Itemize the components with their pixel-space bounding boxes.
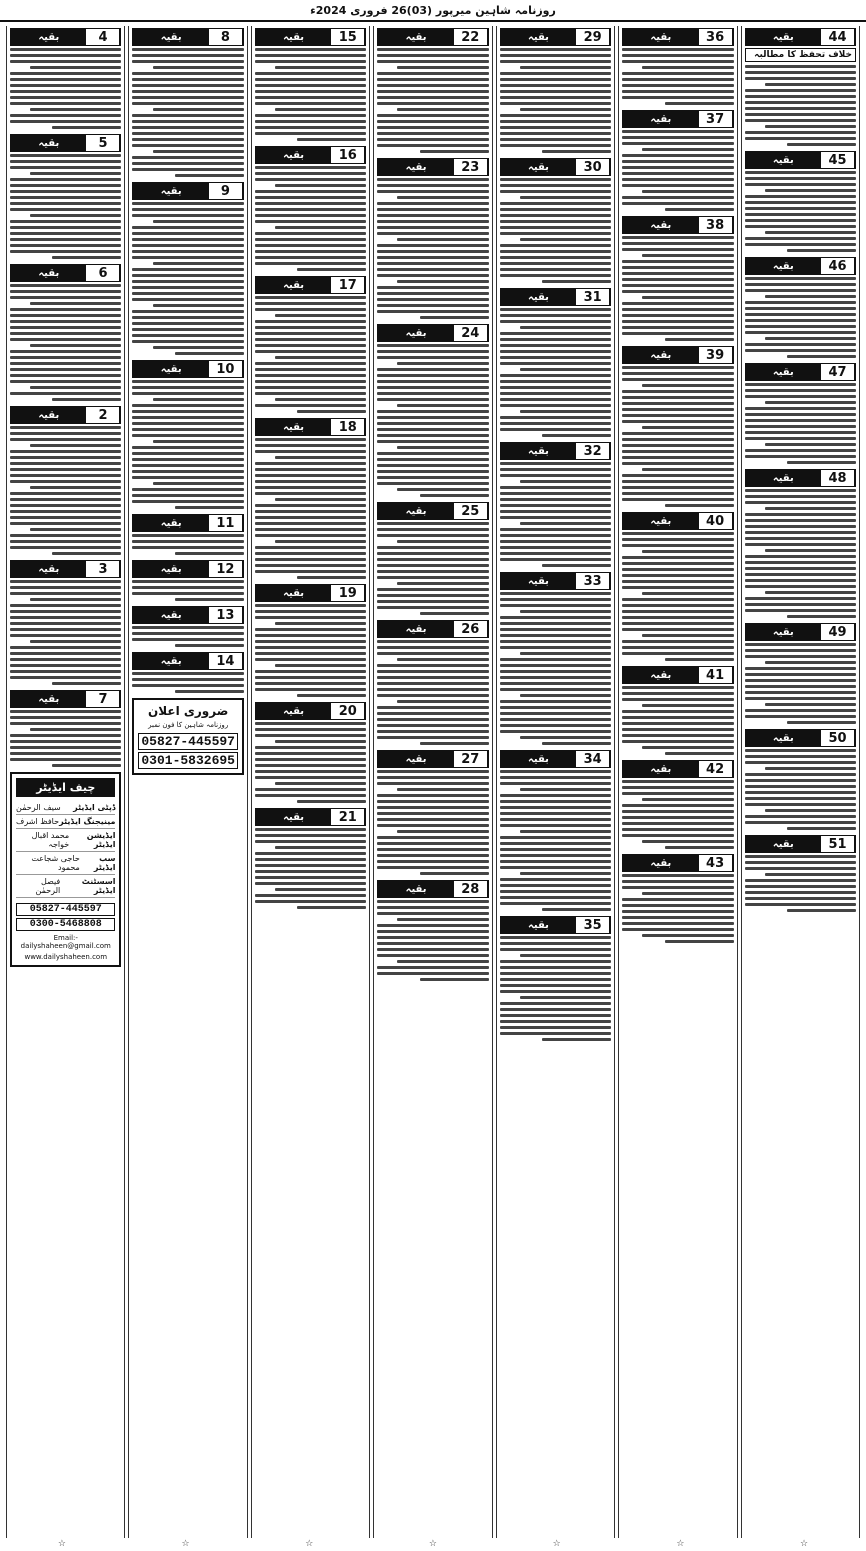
continuation-number: 47 [821, 364, 855, 380]
continuation-header [377, 750, 488, 768]
continuation-number: 18 [331, 419, 365, 435]
continuation-number: 35 [576, 917, 610, 933]
continuation-header [745, 835, 856, 853]
article-text [255, 166, 366, 271]
article-text [745, 383, 856, 464]
continuation-header [255, 418, 366, 436]
continuation-number: 51 [821, 836, 855, 852]
article-continuation [500, 572, 611, 745]
continuation-number: 17 [331, 277, 365, 293]
article-continuation [745, 151, 856, 252]
continuation-label: بقیہ [623, 855, 698, 871]
continuation-number: 30 [576, 159, 610, 175]
article-continuation [255, 276, 366, 413]
continuation-number: 44 [821, 29, 855, 45]
staff-name: حافظ اشرف [16, 817, 60, 826]
continuation-label: بقیہ [133, 29, 208, 45]
article-text [377, 48, 488, 153]
article-continuation [132, 606, 243, 647]
continuation-header [745, 469, 856, 487]
continuation-header [745, 729, 856, 747]
continuation-label: بقیہ [256, 29, 331, 45]
article-continuation [132, 514, 243, 555]
continuation-number: 22 [454, 29, 488, 45]
continuation-header [622, 346, 733, 364]
continuation-header [745, 257, 856, 275]
article-text [10, 426, 121, 555]
continuation-header [132, 182, 243, 200]
article-continuation [255, 28, 366, 141]
continuation-number: 9 [209, 183, 243, 199]
column-5 [251, 26, 370, 1538]
article-continuation [10, 690, 121, 767]
article-text [622, 780, 733, 849]
continuation-number: 2 [86, 407, 120, 423]
continuation-label: بقیہ [133, 183, 208, 199]
article-continuation [377, 158, 488, 319]
article-continuation [377, 750, 488, 875]
staff-row [16, 875, 115, 898]
continuation-label: بقیہ [623, 347, 698, 363]
article-text [622, 532, 733, 661]
article-text [377, 522, 488, 615]
continuation-number: 41 [699, 667, 733, 683]
continuation-header [500, 288, 611, 306]
continuation-number: 34 [576, 751, 610, 767]
continuation-label: بقیہ [378, 159, 453, 175]
continuation-number: 48 [821, 470, 855, 486]
article-continuation [255, 584, 366, 697]
article-continuation [10, 134, 121, 259]
masthead [0, 0, 866, 22]
continuation-number: 10 [209, 361, 243, 377]
continuation-header [377, 502, 488, 520]
contact-website: www.dailyshaheen.com [24, 953, 108, 961]
article-text [255, 722, 366, 803]
continuation-header [622, 512, 733, 530]
article-continuation [132, 560, 243, 601]
article-text [10, 154, 121, 259]
article-text [745, 277, 856, 358]
staff-role: اسسٹنٹ ایڈیٹر [81, 877, 116, 895]
article-continuation [377, 324, 488, 497]
continuation-label: بقیہ [746, 258, 821, 274]
article-continuation [132, 360, 243, 509]
continuation-header [255, 584, 366, 602]
continuation-number: 4 [86, 29, 120, 45]
continuation-number: 37 [699, 111, 733, 127]
article-text [500, 48, 611, 153]
column-1 [741, 26, 860, 1538]
continuation-header [500, 442, 611, 460]
continuation-label: بقیہ [378, 503, 453, 519]
column-4 [373, 26, 492, 1538]
continuation-label: بقیہ [623, 217, 698, 233]
article-text [622, 130, 733, 211]
staff-name: حاجی شجاعت محمود [31, 854, 80, 872]
article-text [132, 380, 243, 509]
article-text [622, 686, 733, 755]
article-continuation [622, 346, 733, 507]
article-continuation [622, 110, 733, 211]
article-text [255, 438, 366, 579]
article-continuation [10, 560, 121, 685]
continuation-label: بقیہ [133, 653, 208, 669]
article-continuation [622, 760, 733, 849]
contact-email: Email:-dailyshaheen@gmail.com [20, 934, 111, 950]
article-continuation [500, 442, 611, 567]
article-text [10, 284, 121, 401]
continuation-number: 32 [576, 443, 610, 459]
continuation-label: بقیہ [11, 691, 86, 707]
important-notice [132, 698, 243, 775]
continuation-header [132, 560, 243, 578]
continuation-label: بقیہ [501, 917, 576, 933]
article-text [132, 48, 243, 177]
continuation-header [377, 158, 488, 176]
article-text [255, 48, 366, 141]
article-text [255, 296, 366, 413]
continuation-number: 15 [331, 29, 365, 45]
continuation-number: 26 [454, 621, 488, 637]
continuation-header [377, 28, 488, 46]
continuation-label: بقیہ [623, 29, 698, 45]
article-text [377, 344, 488, 497]
newspaper-page [6, 26, 860, 1538]
continuation-number: 14 [209, 653, 243, 669]
contact-info [16, 903, 115, 961]
continuation-number: 25 [454, 503, 488, 519]
article-text [132, 626, 243, 647]
article-text [132, 534, 243, 555]
staff-row [16, 815, 115, 829]
staff-role: مینیجنگ ایڈیٹر [59, 817, 116, 826]
continuation-header [745, 363, 856, 381]
continuation-number: 11 [209, 515, 243, 531]
continuation-number: 6 [86, 265, 120, 281]
continuation-header [622, 216, 733, 234]
staff-name: فیصل الرحمٰن [35, 877, 61, 895]
continuation-number: 38 [699, 217, 733, 233]
continuation-header [10, 406, 121, 424]
staff-role: ڈپٹی ایڈیٹر [73, 803, 116, 812]
article-continuation [622, 512, 733, 661]
continuation-label: بقیہ [133, 515, 208, 531]
article-continuation [255, 702, 366, 803]
continuation-header [255, 146, 366, 164]
continuation-header [10, 134, 121, 152]
article-text [500, 462, 611, 567]
continuation-label: بقیہ [133, 561, 208, 577]
article-text [10, 710, 121, 767]
article-text [377, 770, 488, 875]
article-continuation [500, 750, 611, 911]
chief-editor-label: چیف ایڈیٹر [16, 778, 115, 797]
continuation-number: 45 [821, 152, 855, 168]
continuation-number: 36 [699, 29, 733, 45]
staff-name: محمد اقبال خواجہ [31, 831, 70, 849]
continuation-label: بقیہ [378, 621, 453, 637]
article-text [255, 828, 366, 909]
continuation-header [622, 760, 733, 778]
continuation-label: بقیہ [623, 761, 698, 777]
article-continuation [132, 652, 243, 693]
article-text [745, 643, 856, 724]
article-text [745, 489, 856, 618]
article-continuation [745, 835, 856, 912]
continuation-number: 16 [331, 147, 365, 163]
continuation-number: 19 [331, 585, 365, 601]
article-continuation [622, 854, 733, 943]
article-continuation [377, 28, 488, 153]
article-headline: خلاف تحفظ کا مطالبہ [745, 48, 856, 62]
article-text [745, 171, 856, 252]
continuation-number: 39 [699, 347, 733, 363]
continuation-header [377, 880, 488, 898]
continuation-label: بقیہ [746, 836, 821, 852]
continuation-label: بقیہ [746, 624, 821, 640]
article-text [745, 749, 856, 830]
article-text [132, 202, 243, 355]
continuation-header [377, 324, 488, 342]
continuation-number: 42 [699, 761, 733, 777]
article-text [377, 178, 488, 319]
continuation-number: 27 [454, 751, 488, 767]
continuation-label: بقیہ [256, 809, 331, 825]
dateline: روزنامہ شاہین میرپور (03)26 فروری 2024ء [310, 3, 556, 17]
continuation-label: بقیہ [133, 607, 208, 623]
staff-row [16, 801, 115, 815]
article-continuation [132, 182, 243, 355]
continuation-label: بقیہ [623, 513, 698, 529]
article-text [500, 308, 611, 437]
continuation-label: بقیہ [11, 265, 86, 281]
article-continuation [745, 469, 856, 618]
article-continuation [745, 28, 856, 146]
continuation-number: 24 [454, 325, 488, 341]
article-text [622, 236, 733, 341]
continuation-label: بقیہ [378, 325, 453, 341]
column-2 [618, 26, 737, 1538]
continuation-header [132, 28, 243, 46]
editorial-box [10, 772, 121, 967]
continuation-header [132, 514, 243, 532]
continuation-number: 46 [821, 258, 855, 274]
footer-ornament: ☆ ☆ ☆ ☆ ☆ ☆ ☆ [57, 1539, 809, 1549]
continuation-header [255, 702, 366, 720]
continuation-number: 28 [454, 881, 488, 897]
article-continuation [255, 808, 366, 909]
article-text [377, 900, 488, 981]
continuation-label: بقیہ [501, 443, 576, 459]
column-6 [128, 26, 247, 1538]
article-text [10, 48, 121, 129]
article-text [500, 936, 611, 1041]
continuation-header [745, 28, 856, 46]
article-text [500, 592, 611, 745]
article-text [132, 580, 243, 601]
continuation-header [500, 158, 611, 176]
staff-row [16, 852, 115, 875]
continuation-header [255, 276, 366, 294]
continuation-header [745, 151, 856, 169]
continuation-label: بقیہ [11, 29, 86, 45]
notice-text: روزنامہ شاہین کا فون نمبر [148, 721, 229, 729]
continuation-header [745, 623, 856, 641]
continuation-label: بقیہ [501, 573, 576, 589]
article-text [745, 65, 856, 146]
article-continuation [377, 502, 488, 615]
continuation-label: بقیہ [256, 585, 331, 601]
article-continuation [255, 146, 366, 271]
continuation-number: 13 [209, 607, 243, 623]
continuation-header [622, 854, 733, 872]
article-text [622, 366, 733, 507]
staff-role: سب ایڈیٹر [93, 854, 116, 872]
continuation-label: بقیہ [378, 881, 453, 897]
continuation-number: 33 [576, 573, 610, 589]
article-continuation [10, 28, 121, 129]
article-text [622, 48, 733, 105]
article-continuation [500, 288, 611, 437]
contact-phone-1: 05827-445597 [16, 903, 115, 916]
continuation-number: 50 [821, 730, 855, 746]
article-continuation [377, 880, 488, 981]
continuation-number: 23 [454, 159, 488, 175]
article-continuation [132, 28, 243, 177]
continuation-label: بقیہ [256, 703, 331, 719]
continuation-label: بقیہ [256, 147, 331, 163]
article-continuation [10, 264, 121, 401]
continuation-header [622, 666, 733, 684]
article-continuation [745, 729, 856, 830]
staff-role: ایڈیشن ایڈیٹر [86, 831, 116, 849]
article-text [10, 580, 121, 685]
continuation-label: بقیہ [746, 470, 821, 486]
article-continuation [745, 363, 856, 464]
continuation-label: بقیہ [501, 29, 576, 45]
continuation-label: بقیہ [11, 561, 86, 577]
article-continuation [622, 28, 733, 105]
continuation-header [500, 572, 611, 590]
continuation-number: 21 [331, 809, 365, 825]
continuation-header [10, 560, 121, 578]
continuation-number: 40 [699, 513, 733, 529]
staff-row [16, 829, 115, 852]
article-text [377, 640, 488, 745]
continuation-header [500, 28, 611, 46]
continuation-label: بقیہ [746, 152, 821, 168]
continuation-number: 20 [331, 703, 365, 719]
continuation-label: بقیہ [378, 29, 453, 45]
continuation-label: بقیہ [501, 751, 576, 767]
continuation-label: بقیہ [501, 289, 576, 305]
continuation-header [10, 690, 121, 708]
continuation-header [500, 916, 611, 934]
article-text [745, 855, 856, 912]
continuation-header [10, 264, 121, 282]
article-continuation [500, 916, 611, 1041]
article-text [132, 672, 243, 693]
column-3 [496, 26, 615, 1538]
continuation-label: بقیہ [746, 730, 821, 746]
continuation-number: 49 [821, 624, 855, 640]
continuation-label: بقیہ [11, 407, 86, 423]
continuation-label: بقیہ [623, 111, 698, 127]
continuation-label: بقیہ [623, 667, 698, 683]
continuation-number: 5 [86, 135, 120, 151]
continuation-number: 7 [86, 691, 120, 707]
notice-phone-1: 05827-445597 [138, 733, 237, 750]
article-continuation [622, 666, 733, 755]
continuation-header [132, 606, 243, 624]
article-continuation [377, 620, 488, 745]
continuation-header [622, 110, 733, 128]
article-text [255, 604, 366, 697]
article-continuation [500, 158, 611, 283]
article-continuation [255, 418, 366, 579]
continuation-number: 43 [699, 855, 733, 871]
continuation-header [132, 360, 243, 378]
continuation-header [255, 808, 366, 826]
continuation-header [132, 652, 243, 670]
column-7 [6, 26, 125, 1538]
article-continuation [500, 28, 611, 153]
continuation-label: بقیہ [746, 29, 821, 45]
continuation-number: 31 [576, 289, 610, 305]
article-continuation [10, 406, 121, 555]
staff-name: سیف الرحمٰن [16, 803, 61, 812]
article-continuation [622, 216, 733, 341]
continuation-header [500, 750, 611, 768]
continuation-header [255, 28, 366, 46]
continuation-label: بقیہ [11, 135, 86, 151]
notice-phone-2: 0301-5832695 [138, 752, 237, 769]
article-text [622, 874, 733, 943]
continuation-number: 3 [86, 561, 120, 577]
continuation-label: بقیہ [746, 364, 821, 380]
continuation-label: بقیہ [133, 361, 208, 377]
continuation-header [622, 28, 733, 46]
continuation-header [377, 620, 488, 638]
article-continuation [745, 257, 856, 358]
continuation-header [10, 28, 121, 46]
continuation-label: بقیہ [256, 419, 331, 435]
notice-title: ضروری اعلان [148, 704, 229, 718]
article-text [500, 770, 611, 911]
continuation-label: بقیہ [256, 277, 331, 293]
continuation-number: 29 [576, 29, 610, 45]
continuation-label: بقیہ [501, 159, 576, 175]
continuation-label: بقیہ [378, 751, 453, 767]
continuation-number: 12 [209, 561, 243, 577]
article-text [500, 178, 611, 283]
continuation-number: 8 [209, 29, 243, 45]
article-continuation [745, 623, 856, 724]
contact-phone-2: 0300-5468808 [16, 918, 115, 931]
